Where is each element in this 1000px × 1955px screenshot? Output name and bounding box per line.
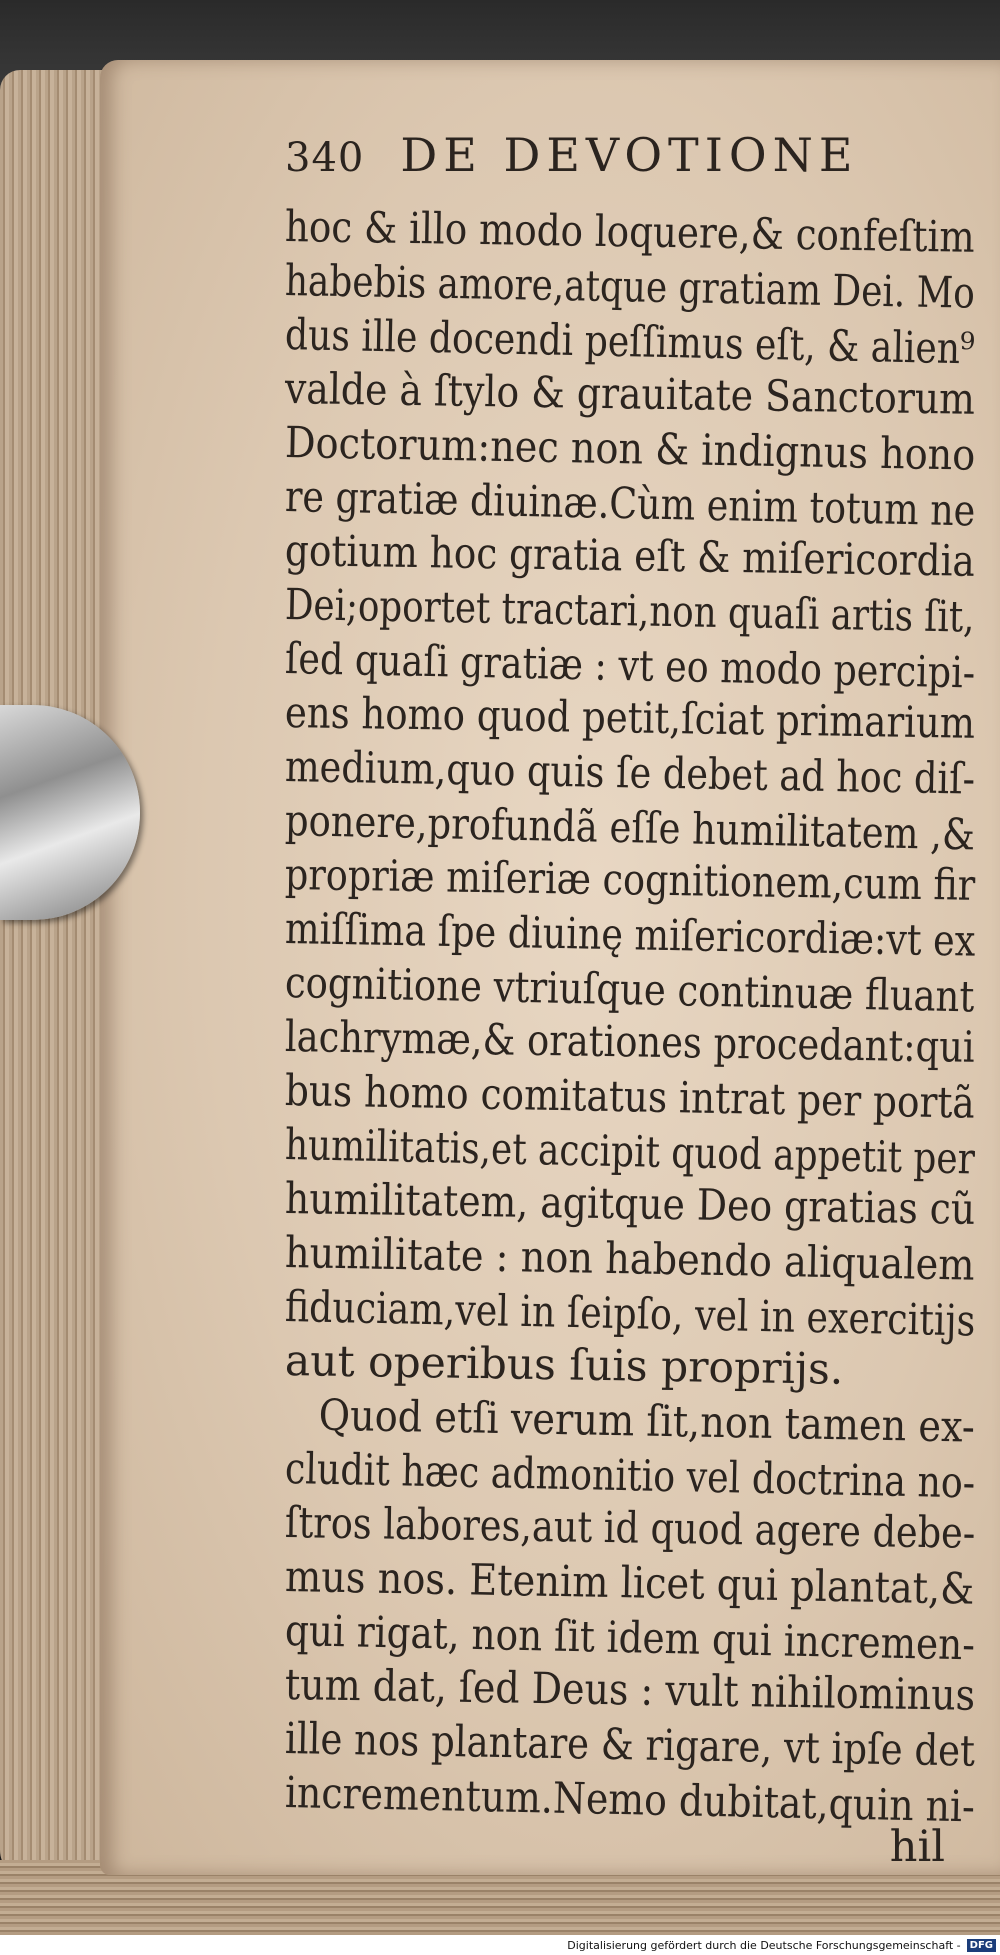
text-line: Dei;oportet tractari,non quaſi artis ſit,: [284, 580, 975, 643]
footer-credit: Digitalisierung gefördert durch die Deutsche Forschungsgemeinschaft -: [567, 1938, 961, 1952]
text-line: dus ille docendi peſſimus eſt, & alien⁹: [284, 310, 976, 375]
text-line: valde à ſtylo & grauitate Sanctorum: [284, 364, 976, 425]
page-header: [285, 128, 985, 200]
text-line: ille nos plantare & rigare, vt ipſe det: [284, 1714, 976, 1777]
text-line: aut operibus ſuis proprijs.: [284, 1336, 844, 1395]
text-line: ponere,profundã eſſe humilitatem ,&: [284, 796, 976, 861]
digitization-footer: [0, 1935, 1000, 1955]
text-line: miſſima ſpe diuinę miſericordiæ:vt ex: [284, 904, 976, 967]
text-line: humilitatis,et accipit quod appetit per: [284, 1120, 976, 1185]
text-line: Doctorum:nec non & indignus hono: [284, 418, 976, 481]
text-line: gotium hoc gratia eſt & miſericordia: [284, 526, 976, 587]
text-line: tum dat, ſed Deus : vult nihilominus: [284, 1660, 976, 1721]
page-text: [285, 128, 985, 1874]
page-number: 340: [285, 135, 365, 181]
text-line: humilitate : non habendo aliqualem: [284, 1228, 975, 1291]
text-line: Quod etſi verum ſit,non tamen ex-: [318, 1390, 976, 1453]
text-line: mus nos. Etenim licet qui plantat,&: [284, 1552, 975, 1615]
catchword: hil: [889, 1822, 945, 1872]
text-line: propriæ miſeriæ cognitionem,cum fir: [284, 850, 976, 911]
text-line: lachrymæ,& orationes procedant:qui: [284, 1012, 976, 1073]
text-line: qui rigat, non ſit idem qui incremen-: [284, 1606, 976, 1671]
running-head: DE DEVOTIONE: [400, 128, 859, 182]
text-line: bus homo comitatus intrat per portã: [284, 1066, 976, 1129]
text-line: re gratiæ diuinæ.Cùm enim totum ne: [284, 472, 976, 537]
text-line: hoc & illo modo loquere,& confeſtim: [284, 202, 976, 263]
text-line: ens homo quod petit,ſciat primarium: [284, 688, 976, 749]
text-line: cludit hæc admonitio vel doctrina no-: [284, 1444, 976, 1509]
text-line: cognitione vtriuſque continuæ fluant: [284, 958, 975, 1023]
text-line: ſtros labores,aut id quod agere debe-: [284, 1498, 976, 1559]
text-line: incrementum.Nemo dubitat,quin ni-: [284, 1768, 976, 1833]
text-line: humilitatem, agitque Deo gratias cũ: [284, 1174, 976, 1235]
text-line: ſed quaſi gratiæ : vt eo modo percipi-: [284, 634, 976, 699]
dfg-logo: DFG: [967, 1939, 996, 1952]
text-line: habebis amore,atque gratiam Dei. Mo: [284, 256, 976, 319]
text-line: fiduciam,vel in ſeipſo, vel in exercitijs: [284, 1282, 976, 1347]
text-line: medium,quo quis ſe debet ad hoc diſ-: [284, 742, 976, 805]
text-body: [284, 200, 985, 1833]
